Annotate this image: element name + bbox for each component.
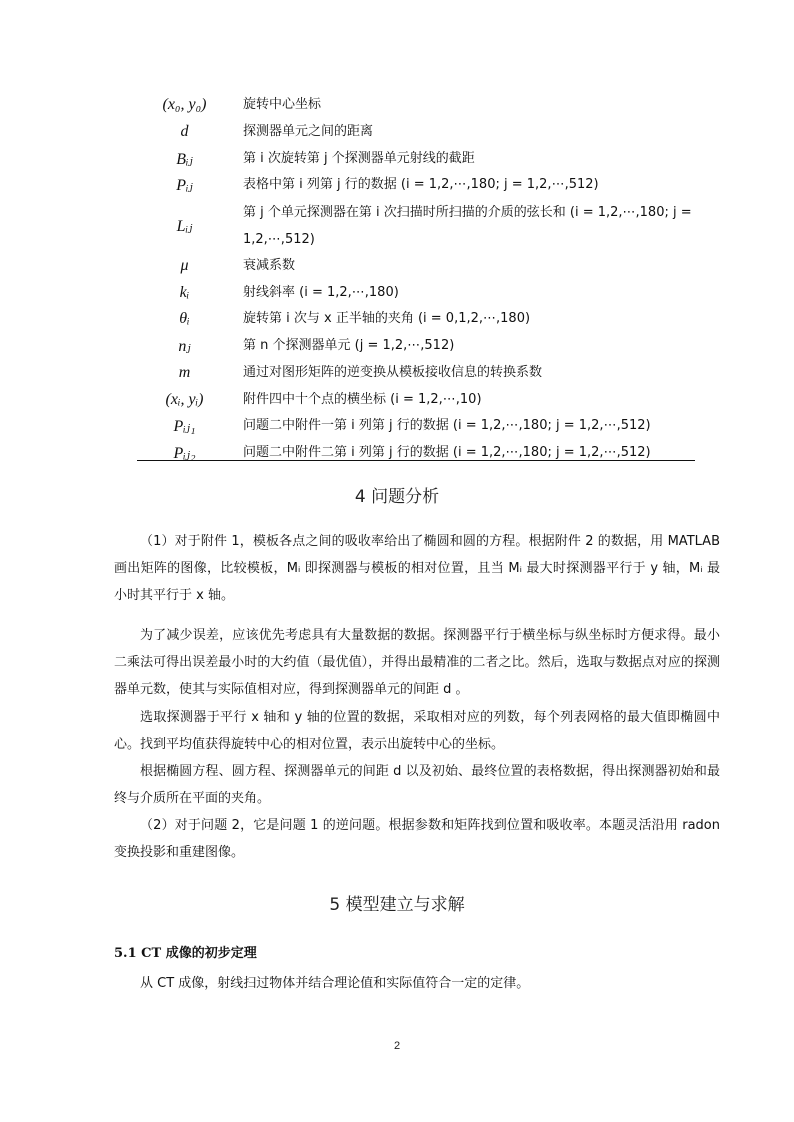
meaning-cell: 第 i 次旋转第 j 个探测器单元射线的截距 (243, 150, 475, 166)
meaning-cell: 问题二中附件一第 i 列第 j 行的数据 (i = 1,2,⋯,180; j = 1,2,⋯,512) (243, 418, 651, 434)
page-number: 2 (393, 1040, 401, 1052)
symbol-cell: (x₀, y₀) (162, 96, 207, 114)
symbol-cell: Pᵢⱼ₂ (173, 444, 196, 462)
symbol-row (137, 413, 695, 440)
symbol-row (137, 92, 695, 119)
symbol-cell: Pᵢⱼ₁ (173, 418, 196, 436)
symbol-cell: (xᵢ, yᵢ) (165, 390, 204, 408)
meaning-cell: 附件四中十个点的横坐标 (i = 1,2,⋯,10) (243, 391, 482, 407)
symbol-row (137, 306, 695, 333)
meaning-cell: 第 n 个探测器单元 (j = 1,2,⋯,512) (243, 338, 455, 354)
section-4-paragraph-3: 选取探测器于平行 x 轴和 y 轴的位置的数据，采取相对应的列数，每个列表网格的最大值即椭圆中心。找到平均值获得旋转中心的相对位置，表示出旋转中心的坐标。 (114, 710, 720, 752)
subsection-5-1-title: 5.1 CT 成像的初步定理 (114, 946, 257, 961)
symbol-row (137, 119, 695, 146)
symbol-row (137, 386, 695, 413)
symbol-cell: θᵢ (179, 310, 190, 328)
symbol-cell: Lᵢⱼ (176, 217, 193, 235)
symbol-cell: m (178, 363, 191, 381)
meaning-cell: 通过对图形矩阵的逆变换从模板接收信息的转换系数 (243, 364, 543, 380)
symbol-row (137, 333, 695, 360)
symbol-row (137, 172, 695, 199)
symbol-cell: nⱼ (178, 338, 191, 356)
symbol-row (137, 145, 695, 172)
meaning-cell: 探测器单元之间的距离 (243, 124, 374, 140)
symbol-row (137, 253, 695, 280)
meaning-cell: 表格中第 i 列第 j 行的数据 (i = 1,2,⋯,180; j = 1,2,⋯,512) (243, 177, 599, 193)
section-5-title: 5 模型建立与求解 (329, 895, 465, 915)
section-4-title: 4 问题分析 (354, 487, 440, 507)
section-4-paragraph-5: （2）对于问题 2，它是问题 1 的逆问题。根据参数和矩阵找到位置和吸收率。本题灵活沿用 radon 变换投影和重建图像。 (114, 818, 720, 860)
meaning-cell: 第 j 个单元探测器在第 i 次扫描时所扫描的介质的弦长和 (i = 1,2,⋯,180; j = 1,2,⋯,512) (243, 204, 692, 247)
meaning-cell: 射线斜率 (i = 1,2,⋯,180) (243, 284, 399, 300)
table-bottom-rule (137, 460, 695, 461)
section-4-paragraph-1: （1）对于附件 1，模板各点之间的吸收率给出了椭圆和圆的方程。根据附件 2 的数据，用 MATLAB 画出矩阵的图像，比较模板，Mᵢ 即探测器与模板的相对位置，且当 Mᵢ 最大时探测器平行于 y 轴，Mᵢ 最小时其平行于 x 轴。 (114, 534, 720, 603)
meaning-cell: 问题二中附件二第 i 列第 j 行的数据 (i = 1,2,⋯,180; j = 1,2,⋯,512) (243, 444, 651, 460)
section-4-paragraph-2: 为了减少误差，应该优先考虑具有大量数据的数据。探测器平行于横坐标与纵坐标时方便求得。最小二乘法可得出误差最小时的大约值（最优值），并得出最精准的二者之比。然后，选取与数据点对应的探测器单元数，使其与实际值相对应，得到探测器单元的间距 d 。 (114, 628, 720, 697)
section-4-paragraph-4: 根据椭圆方程、圆方程、探测器单元的间距 d 以及初始、最终位置的表格数据，得出探测器初始和最终与介质所在平面的夹角。 (114, 764, 720, 806)
symbol-cell: μ (180, 257, 189, 275)
meaning-cell: 旋转第 i 次与 x 正半轴的夹角 (i = 0,1,2,⋯,180) (243, 311, 531, 327)
symbol-cell: d (180, 123, 189, 141)
symbol-row (137, 199, 695, 253)
symbol-row (137, 440, 695, 467)
symbol-cell: Pᵢⱼ (176, 177, 193, 195)
symbol-cell: Bᵢⱼ (176, 150, 193, 168)
symbol-cell: kᵢ (179, 283, 190, 301)
meaning-cell: 旋转中心坐标 (243, 97, 322, 113)
symbol-row (137, 279, 695, 306)
section-5-paragraph: 从 CT 成像，射线扫过物体并结合理论值和实际值符合一定的定律。 (140, 976, 530, 991)
symbol-table (137, 92, 695, 466)
symbol-row (137, 360, 695, 387)
meaning-cell: 衰减系数 (243, 258, 296, 274)
